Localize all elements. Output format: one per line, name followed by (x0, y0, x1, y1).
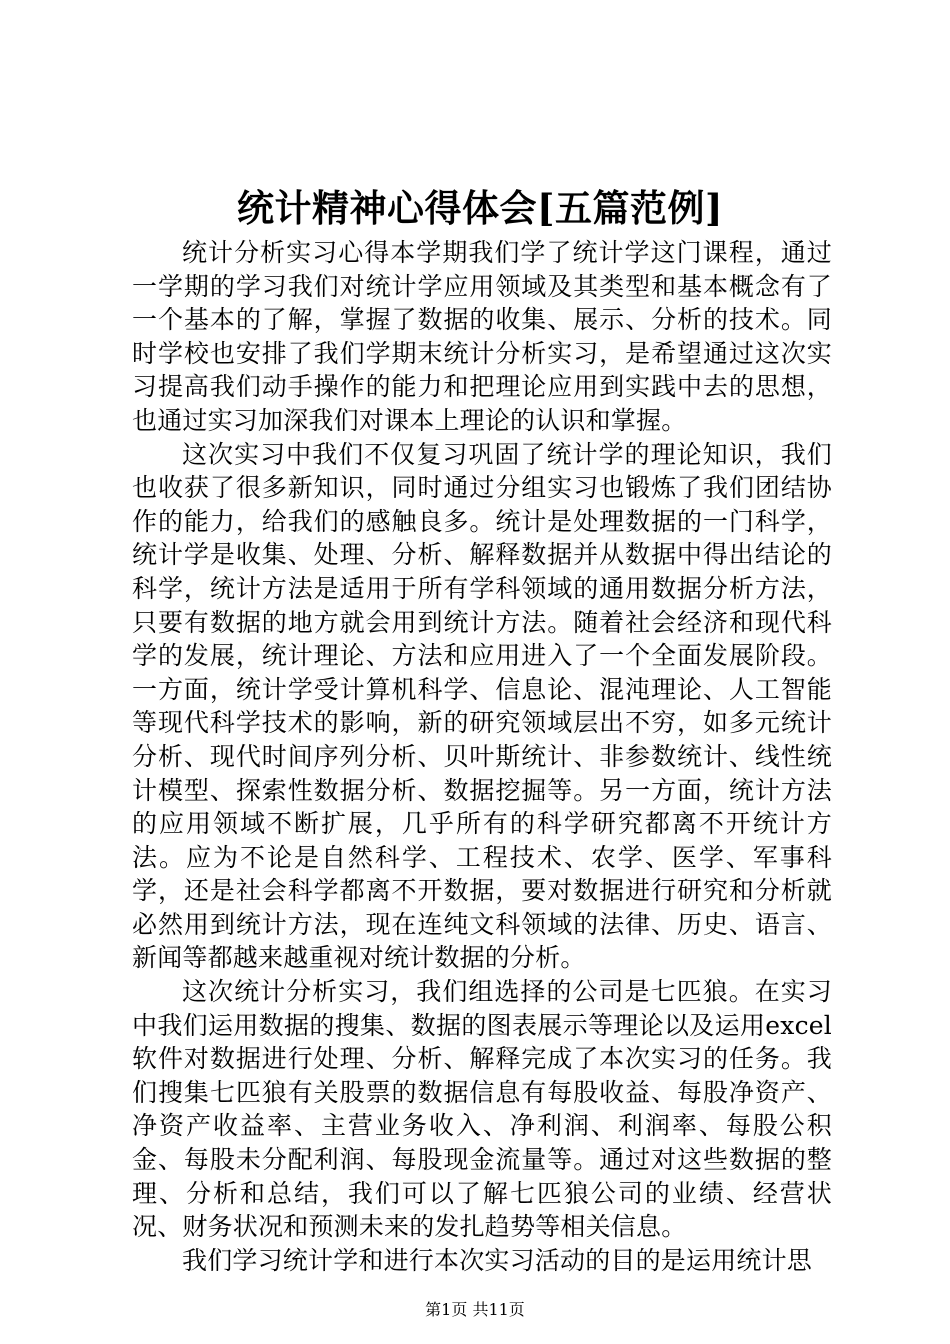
paragraph-1: 统计分析实习心得本学期我们学了统计学这门课程，通过一学期的学习我们对统计学应用领域及其类型和基本概念有了一个基本的了解，掌握了数据的收集、展示、分析的技术。同时学校也安排了我们学期末统计分析实习，是希望通过这次实习提高我们动手操作的能力和把理论应用到实践中去的思想，也通过实习加深我们对课本上理论的认识和掌握。 (132, 238, 832, 435)
paragraph-4: 我们学习统计学和进行本次实习活动的目的是运用统计思 (182, 1245, 813, 1275)
page-footer: 第1页 共11页 (425, 1300, 525, 1319)
paragraph-2: 这次实习中我们不仅复习巩固了统计学的理论知识，我们也收获了很多新知识，同时通过分组实习也锻炼了我们团结协作的能力，给我们的感触良多。统计是处理数据的一门科学，统计学是收集、处理、分析、解释数据并从数据中得出结论的科学，统计方法是适用于所有学科领域的通用数据分析方法，只要有数据的地方就会用到统计方法。随着社会经济和现代科学的发展，统计理论、方法和应用进入了一个全面发展阶段。一方面，统计学受计算机科学、信息论、混沌理论、人工智能等现代科学技术的影响，新的研究领域层出不穷，如多元统计分析、现代时间序列分析、贝叶斯统计、非参数统计、线性统计模型、探索性数据分析、数据挖掘等。另一方面，统计方法的应用领域不断扩展，几乎所有的科学研究都离不开统计方法。应为不论是自然科学、工程技术、农学、医学、军事科学，还是社会科学都离不开数据，要对数据进行研究和分析就必然用到统计方法，现在连纯文科领域的法律、历史、语言、新闻等都越来越重视对统计数据的分析。 (132, 439, 832, 973)
paragraph-3: 这次统计分析实习，我们组选择的公司是七匹狼。在实习中我们运用数据的搜集、数据的图表展示等理论以及运用excel软件对数据进行处理、分析、解释完成了本次实习的任务。我们搜集七匹狼有关股票的数据信息有每股收益、每股净资产、净资产收益率、主营业务收入、净利润、利润率、每股公积金、每股未分配利润、每股现金流量等。通过对这些数据的整理、分析和总结，我们可以了解七匹狼公司的业绩、经营状况、财务状况和预测未来的发扎趋势等相关信息。 (132, 977, 832, 1242)
document-title: 统计精神心得体会[五篇范例] (236, 186, 723, 230)
document-body (132, 236, 832, 1277)
